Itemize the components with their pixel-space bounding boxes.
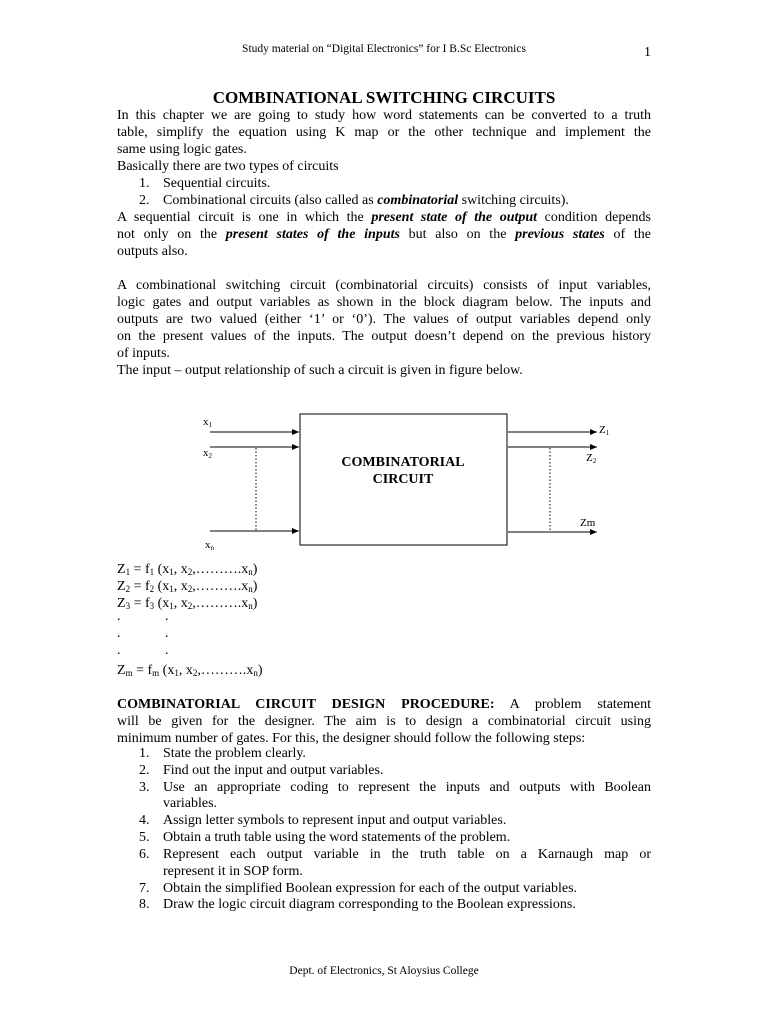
box-label-line-2: CIRCUIT xyxy=(372,472,434,487)
ellipsis-dot: . xyxy=(117,609,121,624)
equation-zm: $Z_m = f_m$ ($x_1$, $x_2,\dots\dots\dots.x_n$) xyxy=(117,663,263,678)
design-heading-line: COMBINATORIAL CIRCUIT DESIGN PROCEDURE: A problem statement xyxy=(117,697,652,712)
list-text: Combinational circuits (also called as combinatorial switching circuits). xyxy=(163,193,569,208)
equation-z2: $Z_2 = f_2$ ($x_1$, $x_2,\dots\dots\dots.x_n$) xyxy=(117,579,258,594)
design-heading: COMBINATORIAL CIRCUIT DESIGN PROCEDURE: xyxy=(117,697,495,712)
page-footer: Dept. of Electronics, St Aloysius College xyxy=(289,965,479,977)
ellipsis-dot: . xyxy=(117,643,121,658)
ellipsis-dot: . xyxy=(165,609,169,624)
ellipsis-dot: . xyxy=(117,626,121,641)
ellipsis-dot: . xyxy=(165,626,169,641)
design-line-3: minimum number of gates. For this, the designer should follow the following steps: xyxy=(117,731,586,746)
intro-line-1: In this chapter we are going to study how word statements can be converted to a truth xyxy=(117,108,651,123)
equation-z3: $Z_3 = f_3$ ($x_1$, $x_2,\dots\dots\dots.x_n$) xyxy=(117,596,258,611)
input-label-xn: xn xyxy=(205,539,214,552)
list-number: 1. xyxy=(139,176,150,191)
input-label-x2: x2 xyxy=(203,447,212,460)
intro-line-3: same using logic gates. xyxy=(117,142,247,157)
comb-para-line-2: logic gates and output variables as shown in the block diagram below. The inputs and xyxy=(117,295,651,310)
design-line-2: will be given for the designer. The aim is to design a combinatorial circuit using xyxy=(117,714,651,729)
intro-line-2: table, simplify the equation using K map or the other technique and implement the xyxy=(117,125,651,140)
output-label-z1: Z1 xyxy=(599,424,610,437)
sequential-def-line-1: A sequential circuit is one in which the present state of the output condition depends xyxy=(117,210,651,225)
page-header: Study material on “Digital Electronics” for I B.Sc Electronics xyxy=(242,43,526,55)
intro-line-4: Basically there are two types of circuits xyxy=(117,159,339,174)
equation-z1: $Z_1 = f_1$ ($x_1$, $x_2,\dots\dots\dots.x_n$) xyxy=(117,562,258,577)
comb-para-line-6: The input – output relationship of such a circuit is given in figure below. xyxy=(117,363,523,378)
sequential-def-line-3: outputs also. xyxy=(117,244,188,259)
output-label-zm: Zm xyxy=(580,517,596,529)
comb-para-line-5: of inputs. xyxy=(117,346,170,361)
comb-para-line-1: A combinational switching circuit (combinatorial circuits) consists of input variables, xyxy=(117,278,651,293)
box-label-line-1: COMBINATORIAL xyxy=(341,455,465,470)
output-label-z2: Z2 xyxy=(586,452,597,465)
page-number: 1 xyxy=(644,45,651,60)
list-text: Sequential circuits. xyxy=(163,176,271,191)
input-label-x1: x1 xyxy=(203,416,212,429)
ellipsis-dot: . xyxy=(165,643,169,658)
sequential-def-line-2: not only on the present states of the inputs but also on the previous states of the xyxy=(117,227,651,242)
comb-para-line-3: outputs are two valued (either ‘1’ or ‘0’). The values of output variables depend only xyxy=(117,312,651,327)
chapter-title: COMBINATIONAL SWITCHING CIRCUITS xyxy=(212,88,556,107)
list-number: 2. xyxy=(139,193,150,208)
comb-para-line-4: on the present values of the inputs. The output doesn’t depend on the previous history xyxy=(117,329,651,344)
